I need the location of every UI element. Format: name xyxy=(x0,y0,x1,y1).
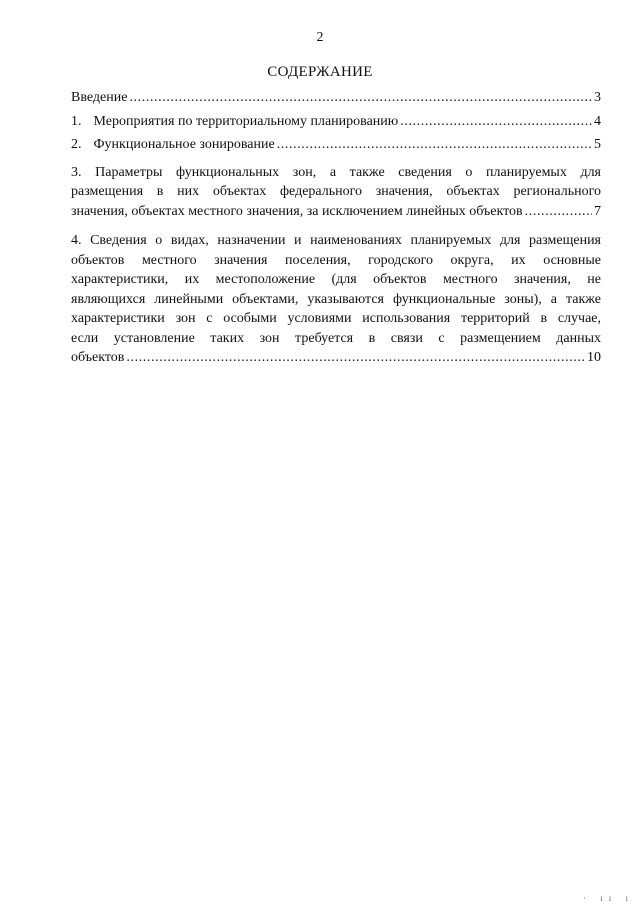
toc-entry-planning-measures[interactable] xyxy=(71,112,601,132)
toc-page-number: 7 xyxy=(594,203,601,219)
toc-entry-line xyxy=(71,88,601,108)
page-number: 2 xyxy=(316,30,324,45)
toc-entry-title: Введение xyxy=(71,90,128,105)
toc-entry-title: объектов xyxy=(71,350,125,365)
toc-entry-zone-parameters[interactable] xyxy=(71,163,601,222)
dot-leader xyxy=(126,348,585,368)
toc-entry-line xyxy=(71,348,601,368)
toc-entry-local-objects[interactable] xyxy=(71,231,601,368)
toc-entry-text-line: являющихся линейными объектами, указываются функциональные зоны), а также xyxy=(71,291,601,307)
toc-entry-line xyxy=(71,135,601,155)
toc-entry-functional-zoning[interactable] xyxy=(71,135,601,155)
dot-leader xyxy=(277,135,592,155)
toc-entry-title: значения, объектах местного значения, за исключением линейных объектов xyxy=(71,203,523,219)
table-of-contents xyxy=(71,88,601,368)
toc-entry-number: 1. xyxy=(71,113,82,129)
toc-entry-text-line: 3. Параметры функциональных зон, а также сведения о планируемых для xyxy=(71,164,601,180)
toc-page-number: 5 xyxy=(594,137,601,152)
toc-page-number: 4 xyxy=(594,113,601,129)
dot-leader xyxy=(129,88,592,108)
toc-entry-text-line: объектов местного значения поселения, городского округа, их основные xyxy=(71,252,601,268)
toc-page-number: 10 xyxy=(587,350,601,365)
dot-leader xyxy=(400,112,592,132)
toc-title: СОДЕРЖАНИЕ xyxy=(267,64,373,80)
toc-entry-text-line: размещения в них объектах федерального значения, объектах регионального xyxy=(71,184,601,199)
toc-entry-text-line: если установление таких зон требуется в связи с размещением данных xyxy=(71,330,601,346)
toc-entry-text-line: 4. Сведения о видах, назначении и наименованиях планируемых для размещения xyxy=(71,233,601,248)
toc-entry-title: Мероприятия по территориальному планированию xyxy=(93,113,399,129)
toc-page-number: 3 xyxy=(594,90,601,105)
scan-corner-marks: · ıı ı xyxy=(583,893,634,903)
dot-leader xyxy=(525,202,592,222)
toc-entry-introduction[interactable] xyxy=(71,88,601,108)
toc-entry-line xyxy=(71,112,601,132)
toc-entry-number: 2. xyxy=(71,137,82,152)
toc-entry-line xyxy=(71,202,601,222)
toc-entry-title: Функциональное зонирование xyxy=(93,137,275,152)
toc-entry-text-line: характеристики, их местоположение (для объектов местного значения, не xyxy=(71,272,601,287)
toc-entry-text-line: характеристики зон с особыми условиями использования территорий в случае, xyxy=(71,311,601,326)
